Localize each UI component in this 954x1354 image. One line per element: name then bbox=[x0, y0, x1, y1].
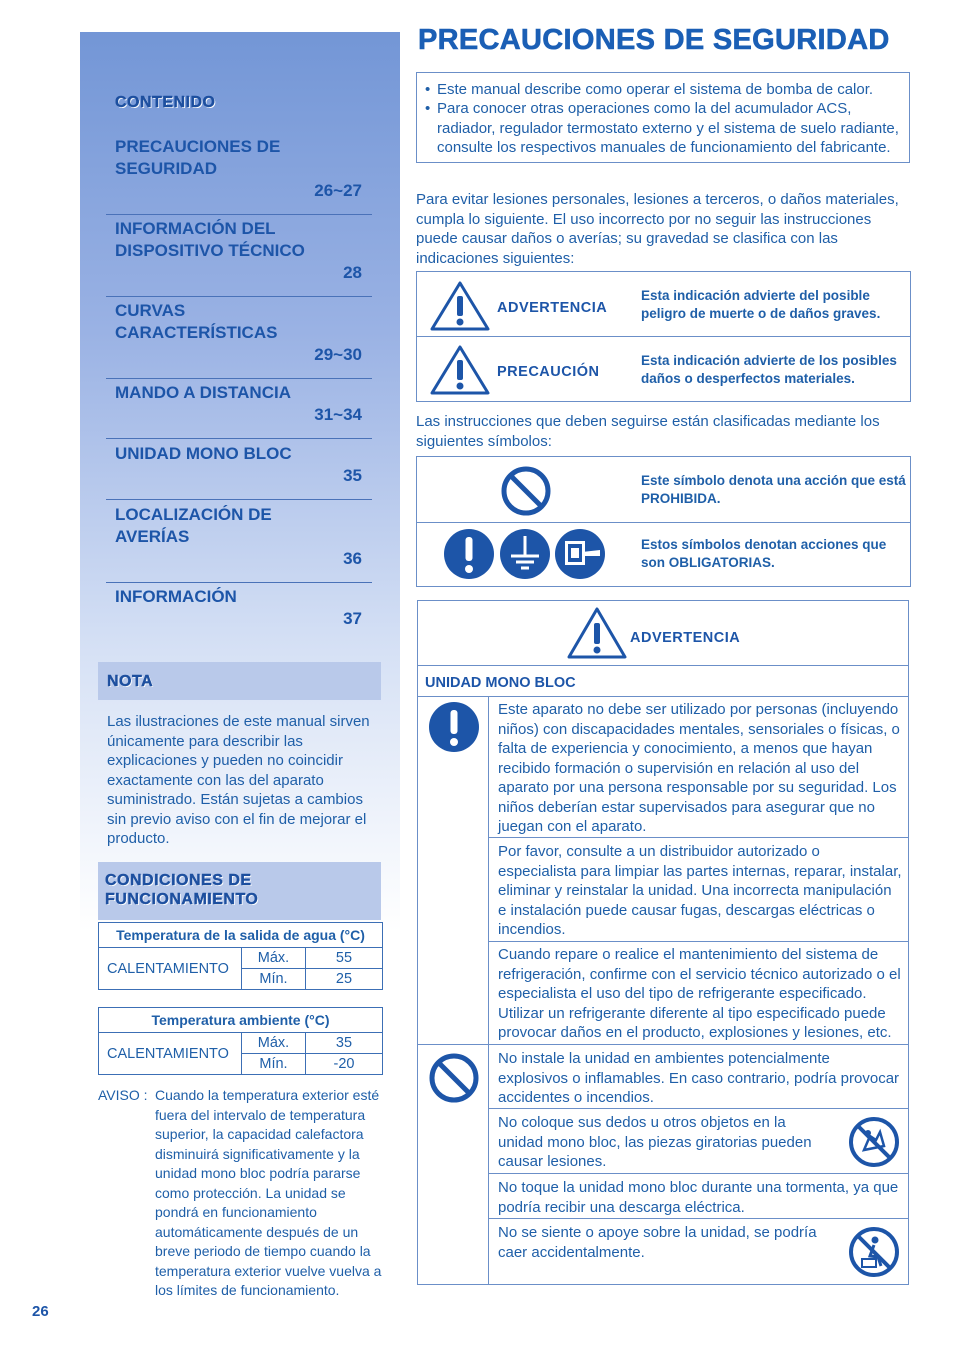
toc-item-page: 29~30 bbox=[314, 345, 362, 364]
note-header bbox=[98, 662, 381, 700]
toc-item-troubleshooting[interactable] bbox=[106, 504, 372, 583]
max-value: 35 bbox=[306, 1033, 383, 1054]
warning-item: No toque la unidad mono bloc durante una tormenta, ya que podría recibir una descarga eléctrica. bbox=[498, 1179, 899, 1216]
conditions-header bbox=[98, 862, 381, 920]
max-label: Máx. bbox=[242, 948, 306, 969]
toc-item-page: 31~34 bbox=[314, 405, 362, 424]
warning-item: Por favor, consulte a un distribuidor autorizado o especialista para limpiar las partes internas, reparar, instalar, eliminar y reinstalar la unidad. Una incorrecta manipulación e instalación puede causar fugas, descargas eléctricas o incendios. bbox=[498, 843, 902, 938]
toc-item-remote[interactable] bbox=[106, 382, 372, 439]
prohibited-icon bbox=[428, 1052, 480, 1104]
toc-item-title: PRECAUCIONES DE SEGURIDAD bbox=[115, 137, 281, 178]
toc-item-title: INFORMACIÓN bbox=[115, 587, 237, 606]
table-header: Temperatura de la salida de agua (°C) bbox=[99, 923, 383, 948]
warning-item: Este aparato no debe ser utilizado por personas (incluyendo niños) con discapacidades mentales, sensoriales o físicas, o falta de experiencia y conocimiento, a menos que hayan recibido formación o supervisión en relación al uso del aparato por una persona responsable por su seguridad. Los niños deberían estar supervisados para asegurar que no juegan con el aparato. bbox=[498, 701, 900, 835]
aviso-label: AVISO : bbox=[98, 1087, 148, 1103]
precaucion-label: PRECAUCIÓN bbox=[497, 364, 600, 380]
no-sitting-icon bbox=[848, 1226, 900, 1278]
toc-item-title: LOCALIZACIÓN DE AVERÍAS bbox=[115, 505, 272, 546]
aviso-text: Cuando la temperatura exterior esté fuera del intervalo de temperatura superior, la capacidad calefactora disminuirá significativamente y la unidad mono bloc podría pararse como protección. La unidad se pondrá en funcionamiento automáticamente después de un breve periodo de tiempo cuando la temperatura exterior vuelve vuelva a los límites de funcionamiento. bbox=[155, 1087, 382, 1298]
warning-item: No instale la unidad en ambientes potencialmente explosivos o inflamables. En caso contrario, podría provocar accidentes o incendios. bbox=[498, 1050, 900, 1106]
min-value: -20 bbox=[306, 1054, 383, 1075]
advertencia-desc: Esta indicación advierte del posible peligro de muerte o de daños graves. bbox=[641, 288, 881, 321]
toc-item-title: MANDO A DISTANCIA bbox=[115, 383, 291, 402]
mode-cell: CALENTAMIENTO bbox=[99, 948, 242, 990]
toc-item-title: CURVAS CARACTERÍSTICAS bbox=[115, 301, 278, 342]
page-title: PRECAUCIONES DE SEGURIDAD bbox=[418, 24, 890, 56]
max-label: Máx. bbox=[242, 1033, 306, 1054]
toc-item-page: 28 bbox=[343, 263, 362, 282]
section-title: UNIDAD MONO BLOC bbox=[425, 675, 576, 691]
no-fingers-icon bbox=[848, 1116, 900, 1168]
conditions-heading: CONDICIONES DE FUNCIONAMIENTO bbox=[105, 872, 259, 908]
water-temperature-table bbox=[98, 922, 383, 990]
warning-item: No se siente o apoye sobre la unidad, se podría caer accidentalmente. bbox=[498, 1224, 817, 1261]
caution-triangle-icon bbox=[429, 344, 491, 396]
intro-text: Para evitar lesiones personales, lesiones a terceros, o daños materiales, cumpla lo siguiente. El uso incorrecto por no seguir las instrucciones puede causar daños o averías; su gravedad se clasifica con las indicaciones siguientes: bbox=[416, 191, 899, 267]
note-heading: NOTA bbox=[107, 673, 154, 690]
toc-item-page: 35 bbox=[343, 466, 362, 485]
ambient-temperature-table bbox=[98, 1007, 383, 1075]
table-header: Temperatura ambiente (°C) bbox=[99, 1008, 383, 1033]
toc-item-title: INFORMACIÓN DEL DISPOSITIVO TÉCNICO bbox=[115, 219, 305, 260]
max-value: 55 bbox=[306, 948, 383, 969]
hazard-levels-box bbox=[416, 271, 911, 402]
symbols-box bbox=[416, 456, 911, 587]
toc-item-curves[interactable] bbox=[106, 300, 372, 379]
page-number: 26 bbox=[32, 1303, 49, 1320]
warning-item: Cuando repare o realice el mantenimiento del sistema de refrigeración, confirme con el servicio técnico autorizado o el especialista el uso del tipo de refrigerante especificado. Utilizar un refrigerante diferente al tipo especificado puede provocar daños en el producto, explosiones y lesiones, etc. bbox=[498, 946, 901, 1041]
warning-table bbox=[417, 600, 909, 1285]
prohibited-icon bbox=[500, 465, 552, 517]
mandatory-desc: Estos símbolos denotan acciones que son OBLIGATORIAS. bbox=[641, 537, 887, 570]
toc-item-monobloc[interactable] bbox=[106, 443, 372, 500]
min-label: Mín. bbox=[242, 969, 306, 990]
advertencia-label: ADVERTENCIA bbox=[497, 300, 608, 316]
unplug-icon bbox=[554, 528, 606, 580]
note-text: Las ilustraciones de este manual sirven únicamente para describir las explicaciones y pueden no coincidir exactamente con las del aparato suministrado. Están sujetas a cambios sin previo aviso con el fin de mejorar el producto. bbox=[107, 713, 370, 847]
toc-item-safety[interactable] bbox=[106, 136, 372, 215]
mandatory-icon bbox=[428, 701, 480, 753]
toc-item-page: 36 bbox=[343, 549, 362, 568]
toc-item-title: UNIDAD MONO BLOC bbox=[115, 444, 292, 463]
contents-heading: CONTENIDO bbox=[115, 94, 216, 111]
intro-bullets-box: • Este manual describe como operar el sistema de bomba de calor. • Para conocer otras operaciones como la del acumulador ACS, radiador, regulador termostato externo y el sistema de suelo radiante, consulte los respectivos manuales de funcionamiento del fabricante. bbox=[416, 72, 910, 163]
min-label: Mín. bbox=[242, 1054, 306, 1075]
mode-cell: CALENTAMIENTO bbox=[99, 1033, 242, 1075]
toc-item-technical-info[interactable] bbox=[106, 218, 372, 297]
symbols-intro: Las instrucciones que deben seguirse están clasificadas mediante los siguientes símbolos: bbox=[416, 413, 880, 450]
warning-item: No coloque sus dedos u otros objetos en la unidad mono bloc, las piezas giratorias pueden causar lesiones. bbox=[498, 1114, 812, 1170]
toc-item-page: 37 bbox=[343, 609, 362, 628]
earth-ground-icon bbox=[499, 528, 551, 580]
warning-triangle-icon bbox=[566, 606, 628, 660]
bullet-item: Este manual describe como operar el sistema de bomba de calor. bbox=[437, 81, 874, 98]
prohibited-desc: Este símbolo denota una acción que está PROHIBIDA. bbox=[641, 473, 906, 506]
toc-item-information[interactable] bbox=[106, 586, 372, 642]
warning-label: ADVERTENCIA bbox=[630, 630, 741, 646]
mandatory-icon bbox=[443, 528, 495, 580]
min-value: 25 bbox=[306, 969, 383, 990]
precaucion-desc: Esta indicación advierte de los posibles daños o desperfectos materiales. bbox=[641, 353, 897, 386]
toc-item-page: 26~27 bbox=[314, 181, 362, 200]
warning-triangle-icon bbox=[429, 280, 491, 332]
bullet-item: Para conocer otras operaciones como la del acumulador ACS, radiador, regulador termostato externo y el sistema de suelo radiante, consulte los respectivos manuales de funcionamiento del fabricante. bbox=[437, 100, 899, 156]
